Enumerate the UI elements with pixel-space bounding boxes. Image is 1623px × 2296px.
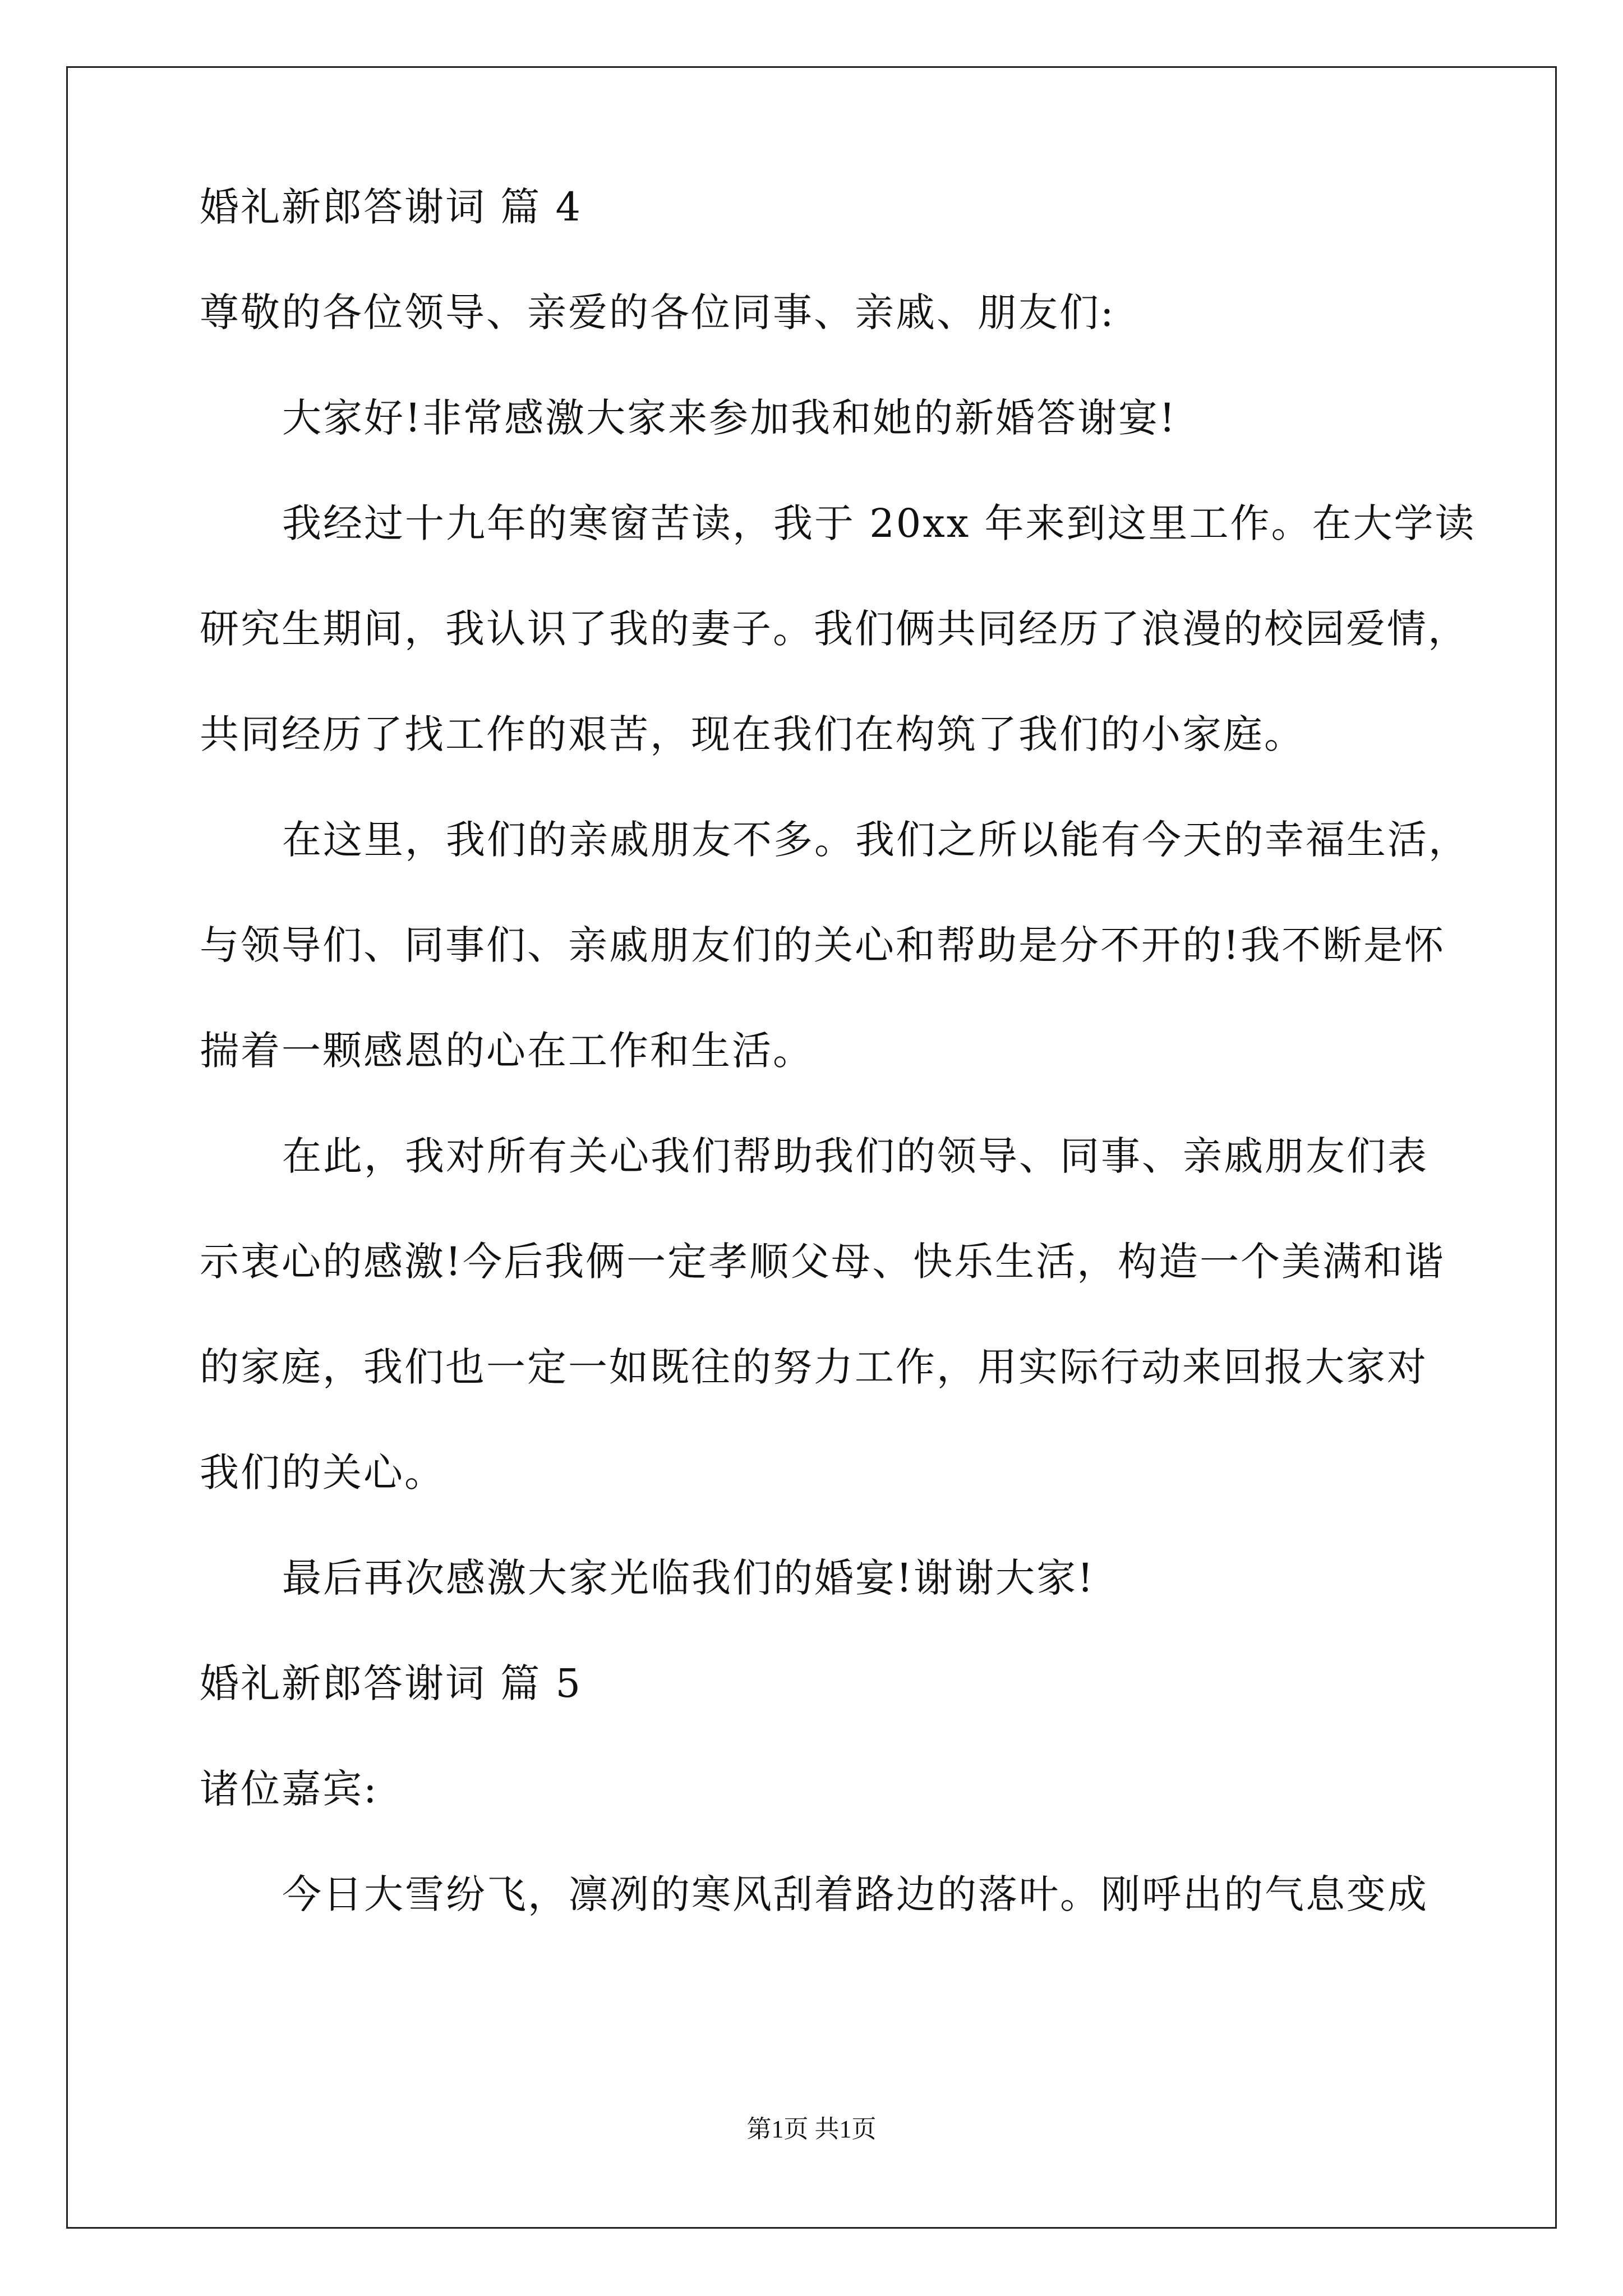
salutation: 诸位嘉宾: xyxy=(200,1766,379,1812)
paragraph-line: 在这里，我们的亲戚朋友不多。我们之所以能有今天的幸福生活， xyxy=(282,817,1469,863)
paragraph-line: 研究生期间，我认识了我的妻子。我们俩共同经历了浪漫的校园爱情， xyxy=(200,606,1469,652)
section-heading-5: 婚礼新郎答谢词 篇 5 xyxy=(200,1660,583,1706)
paragraph-line: 今日大雪纷飞，凛冽的寒风刮着路边的落叶。刚呼出的气息变成 xyxy=(282,1871,1428,1917)
paragraph-line: 示衷心的感激!今后我俩一定孝顺父母、快乐生活，构造一个美满和谐 xyxy=(200,1239,1446,1285)
paragraph-line: 在此，我对所有关心我们帮助我们的领导、同事、亲戚朋友们表 xyxy=(282,1133,1428,1179)
paragraph-line: 的家庭，我们也一定一如既往的努力工作，用实际行动来回报大家对 xyxy=(200,1344,1428,1390)
paragraph-line: 我们的关心。 xyxy=(200,1450,445,1496)
paragraph-line: 揣着一颗感恩的心在工作和生活。 xyxy=(200,1028,814,1074)
document-body xyxy=(200,184,1476,1980)
salutation: 尊敬的各位领导、亲爱的各位同事、亲戚、朋友们: xyxy=(200,289,1115,335)
paragraph-line: 我经过十九年的寒窗苦读，我于 20xx 年来到这里工作。在大学读 xyxy=(282,500,1476,546)
paragraph-line: 大家好!非常感激大家来参加我和她的新婚答谢宴! xyxy=(282,395,1177,441)
paragraph-line: 与领导们、同事们、亲戚朋友们的关心和帮助是分不开的!我不断是怀 xyxy=(200,922,1446,968)
section-heading-4: 婚礼新郎答谢词 篇 4 xyxy=(200,184,583,230)
paragraph-line: 最后再次感激大家光临我们的婚宴!谢谢大家! xyxy=(282,1555,1095,1601)
page-number-footer: 第1页 共1页 xyxy=(746,2115,877,2143)
paragraph-line: 共同经历了找工作的艰苦，现在我们在构筑了我们的小家庭。 xyxy=(200,711,1305,757)
